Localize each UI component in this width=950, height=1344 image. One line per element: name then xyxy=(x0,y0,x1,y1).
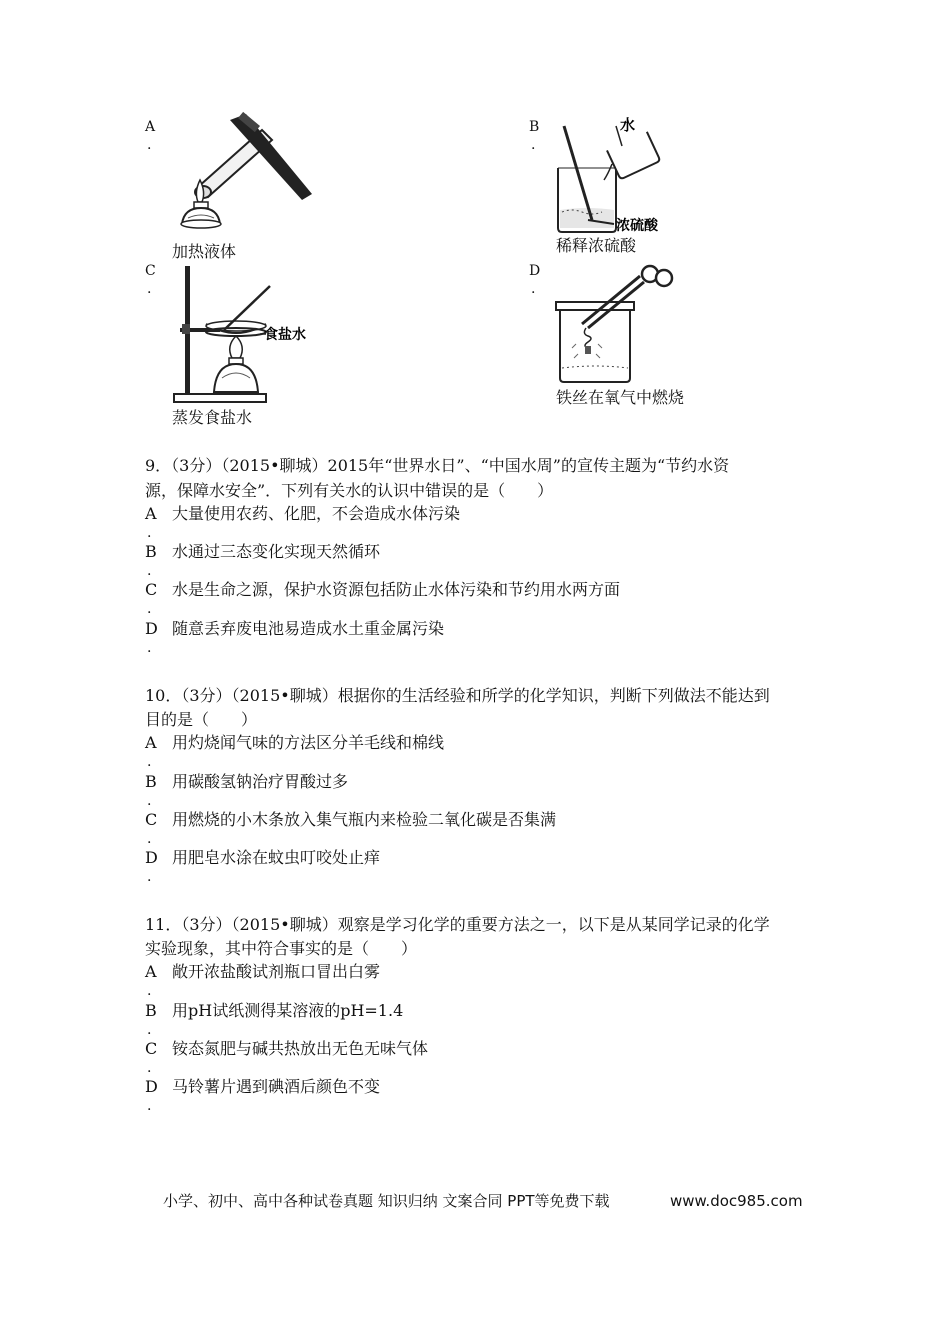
question-9-option-b-letter: B xyxy=(145,542,157,561)
question-10-option-a-letter: A xyxy=(145,733,157,752)
question-10-option-d-letter: D xyxy=(145,848,158,867)
question-10-stem-line1: 10．（3分）（2015•聊城）根据你的生活经验和所学的化学知识，判断下列做法不能达到 xyxy=(145,686,770,705)
question-10-stem-line2: 目的是（ ） xyxy=(145,710,258,729)
question-9-option-c-dot: . xyxy=(147,601,152,617)
question-10-option-c-dot: . xyxy=(147,831,152,847)
question-11-option-c-dot: . xyxy=(147,1060,152,1076)
figure-c-dot: . xyxy=(147,281,152,297)
question-9-stem-line1: 9．（3分）（2015•聊城）2015年“世界水日”、“中国水周”的宣传主题为“节约水资 xyxy=(145,456,730,475)
figure-b-dot: . xyxy=(531,137,536,153)
figure-b-caption: 稀释浓硫酸 xyxy=(556,236,637,255)
question-9-stem-line2: 源，保障水安全”．下列有关水的认识中错误的是（ ） xyxy=(145,481,554,500)
footer-text: 小学、初中、高中各种试卷真题 知识归纳 文案合同 PPT等免费下载 xyxy=(163,1192,610,1210)
figure-d-caption: 铁丝在氧气中燃烧 xyxy=(556,388,685,407)
question-11-option-d-text: 马铃薯片遇到碘酒后颜色不变 xyxy=(172,1077,381,1096)
figure-a-caption: 加热液体 xyxy=(172,242,237,261)
question-11-option-c-letter: C xyxy=(145,1039,158,1058)
question-10-option-a-text: 用灼烧闻气味的方法区分羊毛线和棉线 xyxy=(172,733,445,752)
question-11-option-a-dot: . xyxy=(147,983,152,999)
question-9-option-b-text: 水通过三态变化实现天然循环 xyxy=(172,542,381,561)
question-9-option-a-dot: . xyxy=(147,525,152,541)
figure-b-water-label: 水 xyxy=(620,116,636,134)
figure-d-iron-wire-burning xyxy=(552,262,682,386)
figure-b-diluting-acid xyxy=(552,112,702,234)
figure-b-acid-label: 浓硫酸 xyxy=(616,218,658,234)
question-10-option-d-text: 用肥皂水涂在蚊虫叮咬处止痒 xyxy=(172,848,381,867)
question-11-option-c-text: 铵态氮肥与碱共热放出无色无味气体 xyxy=(172,1039,429,1058)
question-9-option-c-letter: C xyxy=(145,580,158,599)
footer-url[interactable]: www.doc985.com xyxy=(670,1192,803,1210)
figure-a-dot: . xyxy=(147,137,152,153)
figure-a-letter: A xyxy=(145,119,156,135)
figure-c-caption: 蒸发食盐水 xyxy=(172,408,253,427)
figure-a-heating-liquid xyxy=(170,112,320,242)
question-9-option-d-letter: D xyxy=(145,619,158,638)
question-10-option-d-dot: . xyxy=(147,869,152,885)
question-11-option-d-dot: . xyxy=(147,1098,152,1114)
figure-d-dot: . xyxy=(531,281,536,297)
question-9-option-b-dot: . xyxy=(147,563,152,579)
figure-b-letter: B xyxy=(529,119,540,135)
figure-c-letter: C xyxy=(145,263,156,279)
question-10-option-c-letter: C xyxy=(145,810,158,829)
question-9-option-d-text: 随意丢弃废电池易造成水土重金属污染 xyxy=(172,619,445,638)
question-9-option-c-text: 水是生命之源，保护水资源包括防止水体污染和节约用水两方面 xyxy=(172,580,621,599)
question-11-option-b-dot: . xyxy=(147,1022,152,1038)
question-11-option-b-letter: B xyxy=(145,1001,157,1020)
question-10-option-b-text: 用碳酸氢钠治疗胃酸过多 xyxy=(172,772,349,791)
question-9-option-d-dot: . xyxy=(147,640,152,656)
question-10-option-a-dot: . xyxy=(147,754,152,770)
figure-c-evaporating-salt-water xyxy=(170,262,330,407)
question-10-option-b-letter: B xyxy=(145,772,157,791)
question-11-option-d-letter: D xyxy=(145,1077,158,1096)
question-9-option-a-text: 大量使用农药、化肥，不会造成水体污染 xyxy=(172,504,461,523)
figure-d-letter: D xyxy=(529,263,541,279)
figure-c-salt-label: 食盐水 xyxy=(264,327,306,343)
question-9-option-a-letter: A xyxy=(145,504,157,523)
question-10-option-c-text: 用燃烧的小木条放入集气瓶内来检验二氧化碳是否集满 xyxy=(172,810,557,829)
question-11-option-a-text: 敞开浓盐酸试剂瓶口冒出白雾 xyxy=(172,962,381,981)
question-11-option-a-letter: A xyxy=(145,962,157,981)
question-10-option-b-dot: . xyxy=(147,793,152,809)
question-11-option-b-text: 用pH试纸测得某溶液的pH=1.4 xyxy=(172,1001,404,1020)
question-11-stem-line1: 11．（3分）（2015•聊城）观察是学习化学的重要方法之一，以下是从某同学记录的化学 xyxy=(145,915,770,934)
question-11-stem-line2: 实验现象，其中符合事实的是（ ） xyxy=(145,939,418,958)
